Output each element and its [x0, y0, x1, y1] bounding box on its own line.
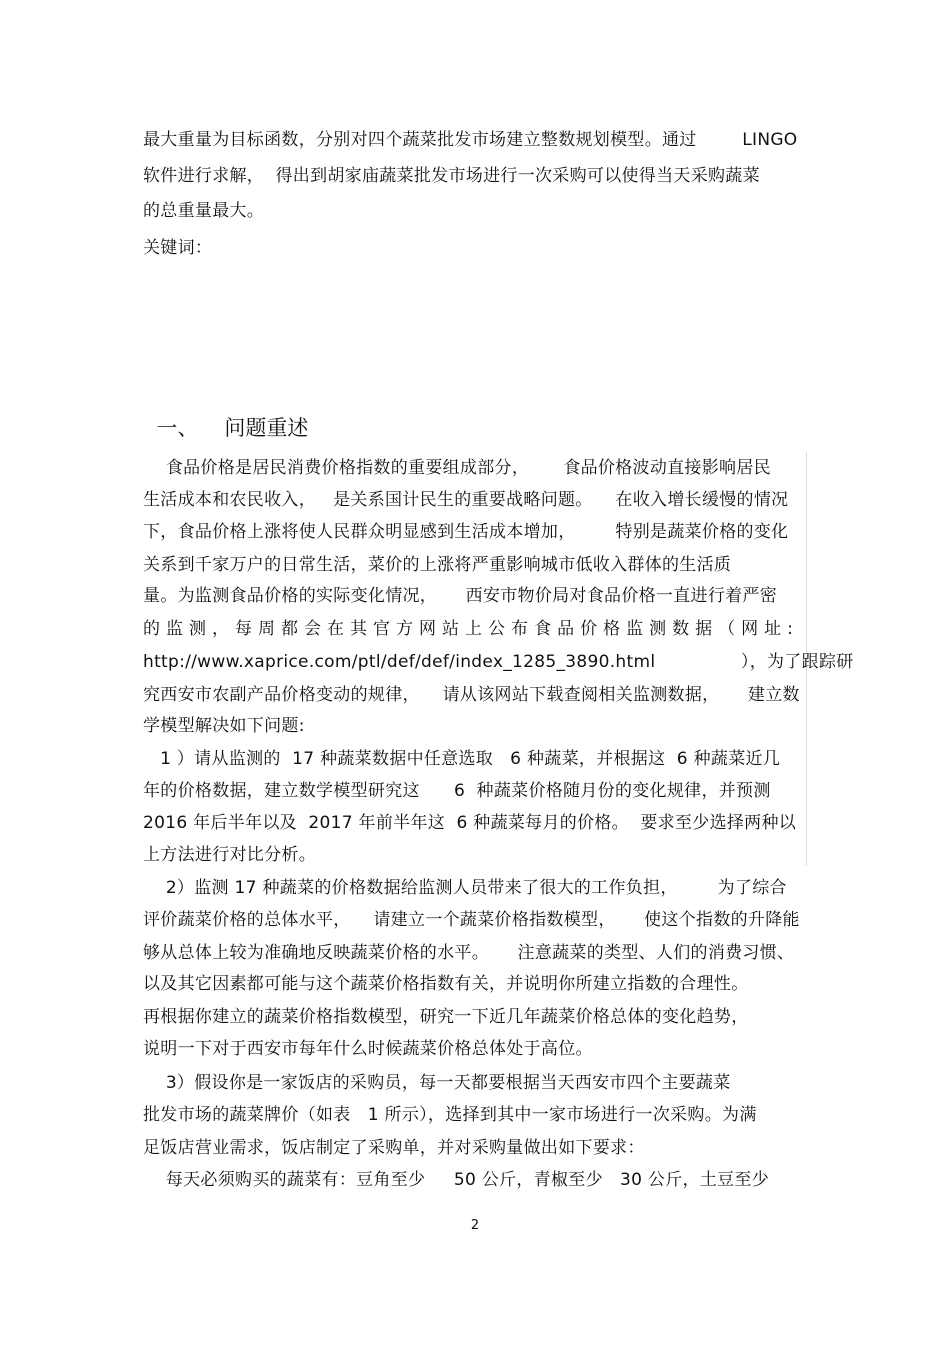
body-line: 关系到千家万户的日常生活，菜价的上涨将严重影响城市低收入群体的生活质	[143, 555, 732, 575]
body-line: 足饭店营业需求，饭店制定了采购单，并对采购量做出如下要求：	[143, 1138, 645, 1158]
body-line: 食品价格是居民消费价格指数的重要组成部分， 食品价格波动直接影响居民	[143, 458, 771, 478]
body-line: 2）监测 17 种蔬菜的价格数据给监测人员带来了很大的工作负担， 为了综合	[143, 878, 787, 898]
section-title: 问题重述	[224, 416, 309, 440]
abstract-line-2: 软件进行求解， 得出到胡家庙蔬菜批发市场进行一次采购可以使得当天采购蔬菜	[143, 166, 760, 186]
body-line: 再根据你建立的蔬菜价格指数模型，研究一下近几年蔬菜价格总体的变化趋势，	[143, 1007, 749, 1027]
page-number: 2	[470, 1218, 480, 1233]
section-number: 一、	[156, 416, 199, 440]
body-line: 年的价格数据，建立数学模型研究这 6 种蔬菜价格随月份的变化规律，并预测	[143, 781, 771, 801]
body-line: 说明一下对于西安市每年什么时候蔬菜价格总体处于高位。	[143, 1039, 593, 1059]
body-line: 1 ）请从监测的 17 种蔬菜数据中任意选取 6 种蔬菜，并根据这 6 种蔬菜近几	[143, 749, 781, 769]
body-line: 生活成本和农民收入， 是关系国计民生的重要战略问题。 在收入增长缓慢的情况	[143, 490, 789, 510]
body-line: 3）假设你是一家饭店的采购员，每一天都要根据当天西安市四个主要蔬菜	[143, 1073, 731, 1093]
section-heading	[143, 386, 308, 442]
body-line: 学模型解决如下问题:	[143, 716, 305, 736]
body-line: 评价蔬菜价格的总体水平， 请建立一个蔬菜价格指数模型， 使这个指数的升降能	[143, 910, 800, 930]
body-line: 2016 年后半年以及 2017 年前半年这 6 种蔬菜每月的价格。 要求至少选择两种以	[143, 813, 797, 833]
body-line: 每天必须购买的蔬菜有：豆角至少 50 公斤，青椒至少 30 公斤，土豆至少	[143, 1170, 770, 1190]
abstract-line-1: 最大重量为目标函数，分别对四个蔬菜批发市场建立整数规划模型。通过 LINGO	[143, 130, 798, 150]
body-line: 究西安市农副产品价格变动的规律， 请从该网站下载查阅相关监测数据， 建立数	[143, 685, 800, 705]
body-line: 够从总体上较为准确地反映蔬菜价格的水平。 注意蔬菜的类型、人们的消费习惯、	[143, 943, 795, 963]
body-line: 量。为监测食品价格的实际变化情况， 西安市物价局对食品价格一直进行着严密	[143, 586, 778, 606]
abstract-line-3: 的总重量最大。	[143, 201, 265, 221]
body-line: 批发市场的蔬菜牌价（如表 1 所示），选择到其中一家市场进行一次采购。为满	[143, 1105, 757, 1125]
body-line: 以及其它因素都可能与这个蔬菜价格指数有关，并说明你所建立指数的合理性。	[143, 974, 749, 994]
body-line-url: http://www.xaprice.com/ptl/def/def/index_1285_3890.html ），为了跟踪研	[143, 652, 854, 672]
keywords-label: 关键词：	[143, 238, 213, 258]
body-line: 上方法进行对比分析。	[143, 845, 316, 865]
body-line: 下，食品价格上涨将使人民群众明显感到生活成本增加， 特别是蔬菜价格的变化	[143, 522, 789, 542]
body-line: 的 监 测 ， 每 周 都 会 在 其 官 方 网 站 上 公 布 食 品 价 格 监 测 数 据 （ 网 址 :	[143, 619, 794, 639]
